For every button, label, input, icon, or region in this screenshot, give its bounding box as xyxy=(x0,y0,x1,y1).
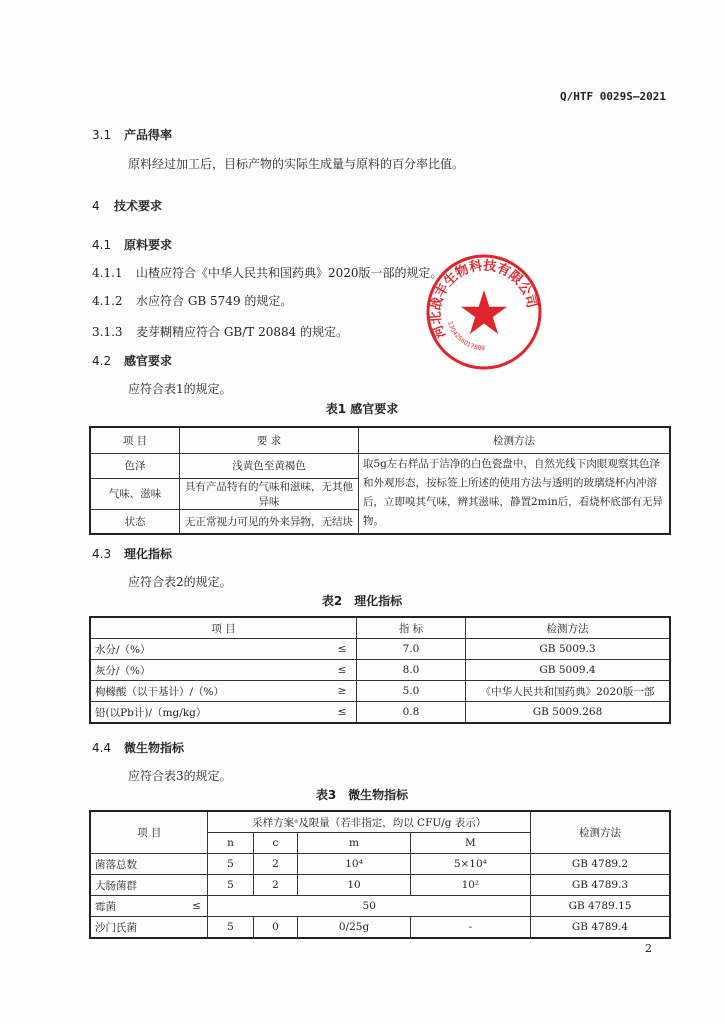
clause-4-1-1 xyxy=(92,264,443,281)
cell: - xyxy=(410,917,530,939)
cell: 气味、滋味 xyxy=(90,478,180,509)
cell: 7.0 xyxy=(357,639,466,660)
heading-3-1 xyxy=(92,126,172,143)
cell: 微生物指标 xyxy=(124,741,185,755)
cell: 10² xyxy=(410,875,530,896)
cell: 原料要求 xyxy=(124,238,173,252)
table-row xyxy=(90,854,670,875)
cell: 5 xyxy=(208,875,253,896)
cell: 沙门氏菌 xyxy=(90,917,208,939)
cell: 2 xyxy=(253,854,298,875)
paragraph: 应符合表3的规定。 xyxy=(128,769,232,783)
cell: 0.8 xyxy=(357,702,466,724)
cell: 4.1.1 xyxy=(92,266,123,280)
paragraph: 应符合表2的规定。 xyxy=(128,575,232,589)
cell: 霉菌 xyxy=(90,896,185,917)
th: 要 求 xyxy=(180,427,359,453)
cell: GB 4789.2 xyxy=(531,854,671,875)
th: 检测方法 xyxy=(531,811,671,854)
cell: GB 4789.3 xyxy=(531,875,671,896)
cell: ≤ xyxy=(185,896,208,917)
cell: 麦芽糊精应符合 GB/T 20884 的规定。 xyxy=(136,325,349,339)
cell: 5.0 xyxy=(357,681,466,702)
table3-caption: 表3 微生物指标 xyxy=(315,788,409,802)
clause-3-1-3 xyxy=(92,323,348,340)
th: 项 目 xyxy=(90,427,180,453)
cell: 4.2 xyxy=(92,354,112,368)
cell: 50 xyxy=(208,896,531,917)
cell: 5 xyxy=(208,917,253,939)
cell: GB 5009.3 xyxy=(466,639,671,660)
company-seal-stamp xyxy=(424,252,544,372)
cell: 灰分/（%） xyxy=(90,660,328,681)
table-row xyxy=(90,660,670,681)
cell: GB 4789.15 xyxy=(531,896,671,917)
cell: 浅黄色至黄褐色 xyxy=(180,453,359,478)
paragraph: 原料经过加工后，目标产物的实际生成量与原料的百分率比值。 xyxy=(128,157,465,171)
cell: 技术要求 xyxy=(114,199,163,213)
cell: 5 xyxy=(208,854,253,875)
cell: 3.1.3 xyxy=(92,325,123,339)
cell: m xyxy=(298,833,410,854)
seal-code: 1304256017809 xyxy=(446,320,486,353)
cell: GB 4789.4 xyxy=(531,917,671,939)
cell: 菌落总数 xyxy=(90,854,208,875)
table-row xyxy=(90,896,670,917)
heading-4-2 xyxy=(92,352,172,369)
cell: 水分/（%） xyxy=(90,639,328,660)
cell: 具有产品特有的气味和滋味，无其他异味 xyxy=(180,478,359,509)
heading-4 xyxy=(92,197,162,214)
star-icon xyxy=(461,290,507,334)
table1-caption: 表1 感官要求 xyxy=(325,402,399,416)
cell: 无正常视力可见的外来异物，无结块 xyxy=(180,509,359,534)
cell: n xyxy=(208,833,253,854)
cell: 产品得率 xyxy=(124,128,173,142)
cell: 10⁴ xyxy=(298,854,410,875)
table-microbial xyxy=(89,810,671,939)
paragraph: 应符合表1的规定。 xyxy=(128,382,232,396)
cell: 大肠菌群 xyxy=(90,875,208,896)
cell: ≤ xyxy=(328,639,357,660)
doc-code: Q/HTF 0029S—2021 xyxy=(560,90,666,103)
cell: 《中华人民共和国药典》2020版一部 xyxy=(466,681,671,702)
heading-4-3 xyxy=(92,545,172,562)
table-row xyxy=(90,639,670,660)
table2-caption: 表2 理化指标 xyxy=(321,594,403,608)
th: 检测方法 xyxy=(359,427,671,453)
cell: 色泽 xyxy=(90,453,180,478)
cell: 铅(以Pb计)/（mg/kg） xyxy=(90,702,328,724)
cell: ≤ xyxy=(328,660,357,681)
cell: ≥ xyxy=(328,681,357,702)
th: 项 目 xyxy=(90,617,357,639)
cell: c xyxy=(253,833,298,854)
cell: 感官要求 xyxy=(124,354,173,368)
cell: 0/25g xyxy=(298,917,410,939)
cell: 4.1.2 xyxy=(92,294,123,308)
th: 采样方案ᵃ及限量（若非指定，均以 CFU/g 表示） xyxy=(208,811,531,833)
cell-method: 取5g左右样品于洁净的白色瓷盘中，自然光线下肉眼观察其色泽和外观形态，按标签上所述的使用方法与透明的玻璃烧杯内冲溶后，立即嗅其气味，辨其滋味，静置2min后，看烧杯底部有无异物。 xyxy=(359,453,671,534)
cell: 3.1 xyxy=(92,128,112,142)
cell: M xyxy=(410,833,530,854)
clause-4-1-2 xyxy=(92,292,292,309)
th: 指 标 xyxy=(357,617,466,639)
cell: 4.1 xyxy=(92,238,112,252)
cell: GB 5009.4 xyxy=(466,660,671,681)
th: 项 目 xyxy=(90,811,208,854)
cell: 5×10⁴ xyxy=(410,854,530,875)
table-row xyxy=(90,702,670,724)
heading-4-4 xyxy=(92,739,184,756)
cell: 2 xyxy=(253,875,298,896)
cell: 山楂应符合《中华人民共和国药典》2020版一部的规定。 xyxy=(136,266,443,280)
cell: 4.4 xyxy=(92,741,112,755)
cell: GB 5009.268 xyxy=(466,702,671,724)
table-physchem xyxy=(89,616,671,724)
cell: 0 xyxy=(253,917,298,939)
table-row xyxy=(90,875,670,896)
table-row xyxy=(90,917,670,939)
cell: 状态 xyxy=(90,509,180,534)
table-sensory xyxy=(89,426,671,535)
cell: 10 xyxy=(298,875,410,896)
cell: 4 xyxy=(92,199,100,213)
cell: ≤ xyxy=(328,702,357,724)
page-number: 2 xyxy=(645,942,652,955)
cell: 4.3 xyxy=(92,547,112,561)
th: 检测方法 xyxy=(466,617,671,639)
heading-4-1 xyxy=(92,236,172,253)
cell: 水应符合 GB 5749 的规定。 xyxy=(136,294,293,308)
cell: 8.0 xyxy=(357,660,466,681)
cell: 理化指标 xyxy=(124,547,173,561)
seal-text: 河北战丰生物科技有限公司 xyxy=(428,258,539,341)
table-row xyxy=(90,681,670,702)
cell: 枸橼酸（以干基计）/（%） xyxy=(90,681,328,702)
